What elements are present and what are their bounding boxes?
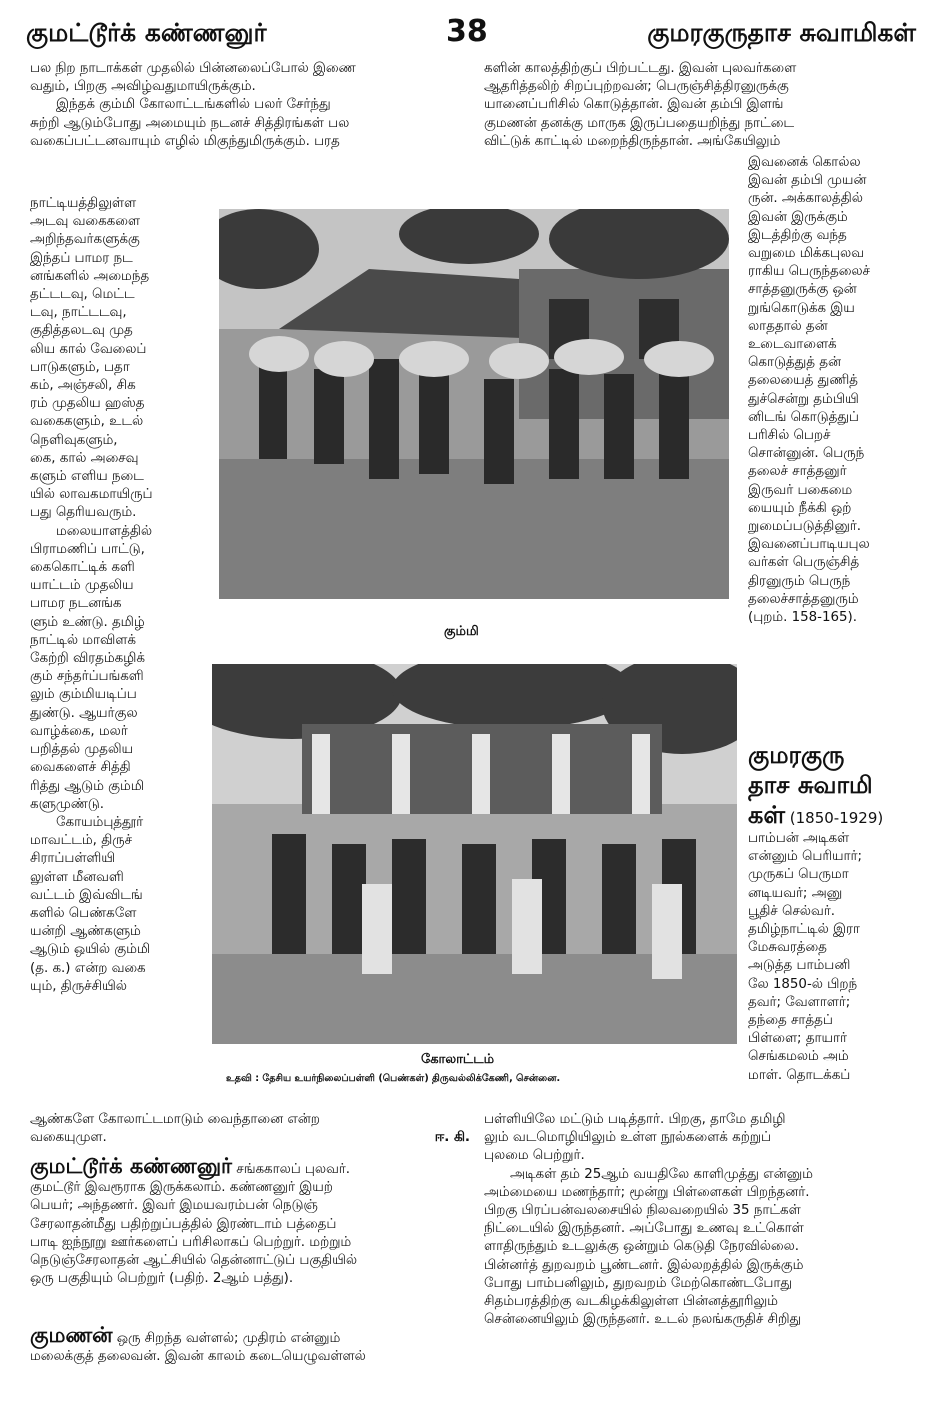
text-line: அடவு வகைகளை [30, 214, 140, 230]
swamigal-text-bottom [484, 1111, 914, 1329]
text-line: அறிந்தவர்களுக்கு [30, 232, 140, 248]
text-line: வாழ்க்கை, மலர் [30, 723, 128, 739]
text-line: தலையைத் துணித் [748, 373, 858, 389]
text-line: யில் லாவகமாயிருப் [30, 487, 153, 503]
entry-heading: குமரகுரு [748, 741, 845, 769]
text-line: நெளிவுகளும், [30, 432, 118, 448]
text-line: இந்தப் பாமர நட [30, 250, 133, 266]
text-line: சேரலாதன்மீது பதிற்றுப்பத்தில் இரண்டாம் பத்தைப் [30, 1216, 337, 1232]
kolattam-photo [212, 664, 737, 1044]
text-line: யும், திருச்சியில் [30, 978, 127, 994]
text-line: நெடுஞ்சேரலாதன் ஆட்சியில் தென்னாட்டுப் பகுதியில் [30, 1253, 358, 1269]
text-line: யன்றி ஆண்களும் [30, 924, 141, 940]
text-line: கை, கால் அசைவு [30, 450, 139, 466]
text-line: மாவட்டம், திருச் [30, 833, 132, 849]
text-line: னங்களில் அமைந்த [30, 268, 150, 284]
text-line: பறித்தல் முதலிய [30, 742, 134, 758]
text-line: ளாதிருந்தும் உடலுக்கு ஒன்றும் கெடுதி நேரவில்லை. [484, 1239, 799, 1255]
text-line: தலைச் சாத்தனுர் [748, 464, 847, 480]
text-line: பாடுகளும், பதா [30, 359, 130, 375]
text-line: களுமுண்டு. [30, 796, 104, 812]
text-line: சுற்றி ஆடும்போது அமையும் நடனச் சித்திரங்கள் பல [30, 115, 350, 131]
text-line: மலையாளத்தில் [56, 523, 152, 539]
entry-kumaragurudasa-swamigal [748, 740, 916, 1085]
text-line: மேசுவரத்தை [748, 940, 827, 956]
text-line: பிராமணிப் பாட்டு, [30, 541, 145, 557]
text-line: பாம்பன் அடிகள் [748, 831, 850, 846]
text-line: இவன் தம்பி முயன் [748, 173, 867, 189]
text-line [30, 1129, 470, 1147]
text-line: கம், அஞ்சலி, சிக [30, 378, 136, 394]
text-line: (புறம். 158-165). [748, 610, 858, 626]
text-line: னடியவர்; அனு [748, 885, 843, 901]
text-line: வர்கள் பெருஞ்சித் [748, 555, 860, 571]
text-line: கைகொட்டிக் களி [30, 560, 135, 576]
text-line: பரிசில் பெறச் [748, 428, 831, 444]
text-line: களும் எளிய நடை [30, 469, 144, 485]
text-line: றுமைப்படுத்தினுர். [748, 519, 862, 535]
text-line: இந்தக் கும்மி கோலாட்டங்களில் பலர் சேர்ந்து [56, 97, 331, 113]
text-line: சாத்தனுருக்கு ஒன் [748, 282, 857, 298]
entry-years: (1850-1929) [785, 809, 884, 827]
text-line: மாள். தொடக்கப் [748, 1067, 851, 1083]
text-line: வறுமை மிக்கபுலவ [748, 246, 864, 262]
text-line: கும் சந்தர்ப்பங்களி [30, 669, 144, 685]
text-line: கோயம்புத்தூர் [56, 814, 144, 830]
kumanan-text-top [484, 60, 914, 151]
text-line: இவன் இருக்கும் [748, 209, 848, 225]
kolattam-credit: உதவி : தேசிய உயர்நிலைப்பள்ளி (பெண்கள்) திருவல்லிக்கேணி, சென்னை. [226, 1073, 561, 1084]
text-line: பூதிச் செல்வர். [748, 903, 835, 919]
text-fragment: சங்ககாலப் புலவர். [232, 1162, 351, 1177]
kolattam-photo-image [212, 664, 737, 1044]
text-line: பது தெரியவரும். [30, 505, 137, 521]
text-line: செங்கமலம் அம் [748, 1049, 849, 1065]
text-line: லும் கும்மியடிப்ப [30, 687, 137, 703]
text-line: இவனைக் கொல்ல [748, 155, 861, 170]
text-line: லும் வடமொழியிலும் உள்ள நூல்களைக் கற்றுப் [484, 1130, 771, 1146]
kolattam-text-bottom [30, 1111, 470, 1147]
kummi-caption: கும்மி [444, 624, 479, 639]
text-line: குதித்தலடவு முத [30, 323, 133, 339]
entry-kumattur-kannanar [30, 1154, 470, 1288]
entry-heading: குமட்டூர்க் கண்ணனுர் [30, 1154, 233, 1178]
text-line [30, 1154, 470, 1179]
text-line: துண்டு. ஆயர்குல [30, 705, 138, 721]
text-line: டவு, நாட்டடவு, [30, 305, 127, 321]
running-header-right: குமரகுருதாச சுவாமிகள் [647, 18, 916, 47]
text-line: பள்ளியிலே மட்டும் படித்தார். பிறகு, தாமே தமிழி [484, 1112, 786, 1127]
text-line: லாததால் தன் [748, 318, 828, 334]
text-line: ரித்து ஆடும் கும்மி [30, 778, 144, 794]
text-line: சென்னையிலும் இருந்தனர். உடல் நலங்கருதிச் சிறிது [484, 1312, 802, 1328]
text-line: சிதம்பரத்திற்கு வடகிழக்கிலுள்ள பின்னத்தூரிலும் [484, 1294, 778, 1310]
entry-kumanan [30, 1323, 470, 1366]
entry-heading: தாச சுவாமி [748, 771, 873, 799]
text-line: பிள்ளை; தாயார் [748, 1031, 848, 1047]
text-line: ஆடும் ஒயில் கும்மி [30, 942, 151, 958]
text-line: கொடுத்துத் தன் [748, 355, 841, 371]
text-line: அடிகள் தம் 25ஆம் வயதிலே காளிமுத்து என்னும் [510, 1166, 813, 1182]
kolattam-caption: கோலாட்டம் [421, 1052, 495, 1067]
text-line: களின் காலத்திற்குப் பிற்பட்டது. இவன் புலவர்களை [484, 61, 797, 76]
kolattam-text-top [30, 60, 470, 151]
text-line: தமிழ்நாட்டில் இரா [748, 922, 860, 938]
text-line: சிராப்பள்ளியி [30, 851, 115, 867]
text-line: லுள்ள மீனவளி [30, 869, 124, 885]
text-line: யானைப்பரிசில் கொடுத்தான். இவன் தம்பி இளங் [484, 97, 784, 113]
entry-heading: குமணன் [30, 1323, 113, 1347]
text-line [30, 1323, 470, 1348]
kummi-photo-image [219, 209, 729, 599]
text-line [748, 800, 916, 830]
text-line: மலைக்குத் தலைவன். இவன் காலம் கடையெழுவள்ளல் [30, 1349, 366, 1365]
author-initials: ஈ. கி. [434, 1130, 470, 1146]
text-line: பல நிற நாடாக்கள் முதலில் பின்னலைப்போல் இணை [30, 61, 356, 76]
text-line: தந்தை சாத்தப் [748, 1013, 833, 1029]
text-line: துச்சென்று தம்பியி [748, 391, 859, 407]
text-line: நாட்டில் மாவிளக் [30, 632, 136, 648]
running-header-left: குமட்டூர்க் கண்ணனுர் [26, 18, 267, 47]
text-line: வதும், பிறகு அவிழ்வதுமாயிருக்கும். [30, 79, 256, 95]
text-line: தவர்; வேளாளர்; [748, 994, 851, 1010]
text-line: லே 1850-ல் பிறந் [748, 976, 858, 992]
text-line: பாடி ஐந்நூறு ஊர்களைப் பரிசிலாகப் பெற்றுர். மற்றும் [30, 1234, 352, 1250]
text-line: குமணன் தனக்கு மாருக இருப்பதையறிந்து நாட்டை [484, 115, 795, 131]
text-line: (த. க.) என்ற வகை [30, 960, 146, 976]
text-line: றுங்கொடுக்க இய [748, 300, 855, 316]
page-number: 38 [446, 14, 488, 49]
text-line: னிடங் கொடுத்துப் [748, 409, 859, 425]
text-line: குமட்டூர் இவரூராக இருக்கலாம். கண்ணனுர் இயற் [30, 1180, 333, 1196]
text-line: ஆண்களே கோலாட்டமாடும் வைந்தானை என்ற [30, 1112, 320, 1127]
text-line: சொன்னுன். பெருந் [748, 446, 865, 462]
text-line: நாட்டியத்திலுள்ள [30, 196, 137, 211]
text-line: என்னும் பெரியார்; [748, 849, 863, 865]
text-line: வைகளைச் சித்தி [30, 760, 131, 776]
text-line: முருகப் பெருமா [748, 867, 849, 883]
text-line: வட்டம் இவ்விடங் [30, 887, 143, 903]
kolattam-text-column [30, 195, 212, 996]
text-line: திரனுரும் பெருந் [748, 573, 851, 589]
text-line: இவனைப்பாடியபுல [748, 537, 870, 553]
entry-heading: கள் [748, 801, 786, 829]
text-line: லிய கால் வேலைப் [30, 341, 147, 357]
text-fragment: ஒரு சிறந்த வள்ளல்; முதிரம் என்னும் [112, 1331, 341, 1346]
text-line: நிட்டையில் இருந்தனர். அப்போது உணவு உட்கொள் [484, 1221, 804, 1237]
text-line: வகைகளும், உடல் [30, 414, 144, 430]
text-line: களில் பெண்களே [30, 905, 137, 921]
text-line: பின்னர்த் துறவறம் பூண்டனர். இல்லறத்தில் இருக்கும் [484, 1257, 804, 1273]
text-line: யையும் நீக்கி ஒற் [748, 500, 852, 516]
text-line: அம்மையை மணந்தார்; மூன்று பிள்ளைகள் பிறந்தனர். [484, 1184, 810, 1200]
text-line: தலைச்சாத்தனுரும் [748, 591, 859, 607]
text-line: ஒரு பகுதியும் பெற்றுர் (பதிற். 2ஆம் பத்து). [30, 1271, 294, 1287]
text-fragment: வகையுமுள. [30, 1130, 107, 1146]
text-line: ராகிய பெருந்தலைச் [748, 264, 870, 280]
text-line: யாட்டம் முதலிய [30, 578, 134, 594]
text-line: புலமை பெற்றுர். [484, 1148, 585, 1164]
text-line: இருவர் பகைமை [748, 482, 853, 498]
text-line: விட்டுக் காட்டில் மறைந்திருந்தான். அங்கேயிலும் [484, 133, 781, 149]
text-line: போது பாம்பனிலும், துறவறம் மேற்கொண்டபோது [484, 1275, 792, 1291]
text-line: அடுத்த பாம்பனி [748, 958, 851, 974]
kumanan-text-column [748, 154, 916, 627]
entry-body [748, 830, 916, 1085]
text-line: பாமர நடனங்க [30, 596, 122, 612]
kummi-photo [219, 209, 729, 599]
text-line: ஆதரித்தலிற் சிறப்புற்றவன்; பெருஞ்சித்திரனுருக்கு [484, 79, 789, 95]
text-line: தட்டடவு, மெட்ட [30, 287, 135, 303]
text-line: ரம் முதலிய ஹஸ்த [30, 396, 145, 412]
text-line: வகைப்பட்டனவாயும் எழில் மிகுந்துமிருக்கும். பரத [30, 133, 340, 149]
text-line: பெயர்; அந்தணர். இவர் இமயவரம்பன் நெடுஞ் [30, 1198, 318, 1214]
text-line: பிறகு பிரப்பன்வலசையில் நிலவறையில் 35 நாட்கள் [484, 1203, 801, 1219]
text-line: இடத்திற்கு வந்த [748, 227, 847, 243]
text-line: உடைவாளைக் [748, 337, 837, 353]
text-line: ளும் உண்டு. தமிழ் [30, 614, 145, 630]
text-line: கேற்றி விரதம்கழிக் [30, 651, 145, 667]
text-line: ருன். அக்காலத்தில் [748, 191, 863, 207]
